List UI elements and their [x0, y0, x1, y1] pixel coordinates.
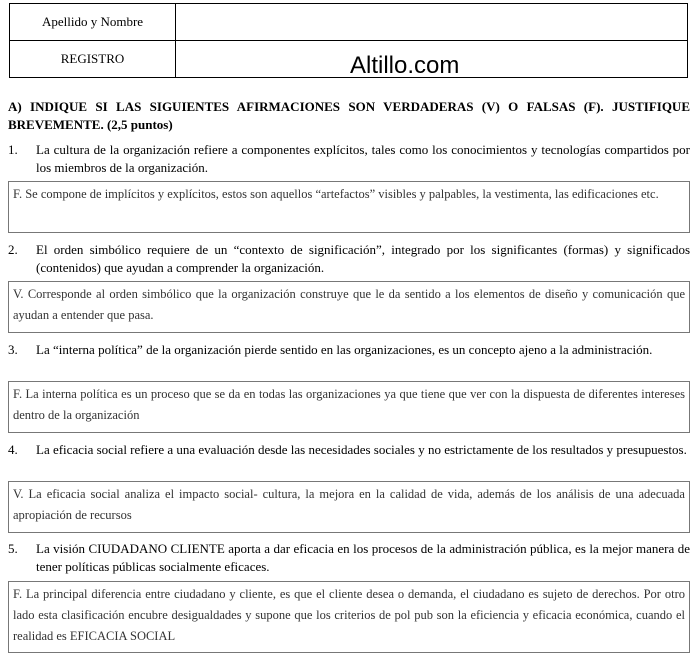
answer-box-5: F. La principal diferencia entre ciudadano y cliente, es que el cliente desea o demanda, el ciudadano es sujeto de derechos. Por otro lado esta clasificación encubre desigualdades y supone que los criterios de pol pub son la eficiencia y eficacia económica, cuando el realidad es EFICACIA SOCIAL [8, 581, 690, 653]
answer-box-4: V. La eficacia social analiza el impacto social- cultura, la mejora en la calidad de vida, además de los análisis de una adecuada apropiación de recursos [8, 481, 690, 533]
question-text: La cultura de la organización refiere a componentes explícitos, tales como los conocimientos y tecnologías compartidos por los miembros de la organización. [36, 142, 690, 175]
question-text: La visión CIUDADANO CLIENTE aporta a dar eficacia en los procesos de la administración pública, es la mejor manera de tener políticas públicas socialmente eficaces. [36, 541, 690, 574]
registro-row [10, 41, 688, 78]
question-text: El orden simbólico requiere de un “contexto de significación”, integrado por los significantes (formas) y significados (contenidos) que ayudan a comprender la organización. [36, 242, 690, 275]
question-2 [8, 241, 690, 277]
answer-box-3: F. La interna política es un proceso que se da en todas las organizaciones ya que tiene que ver con la dispuesta de diferentes intereses dentro de la organización [8, 381, 690, 433]
question-text: La “interna política” de la organización pierde sentido en las organizaciones, es un concepto ajeno a la administración. [36, 342, 653, 357]
question-text: La eficacia social refiere a una evaluación desde las necesidades sociales y no estrictamente de los resultados y presupuestos. [36, 442, 687, 457]
question-4 [8, 441, 690, 459]
answer-box-1: F. Se compone de implícitos y explícitos, estos son aquellos “artefactos” visibles y palpables, la vestimenta, las edificaciones etc. [8, 181, 690, 233]
answer-box-2: V. Corresponde al orden simbólico que la organización construye que le da sentido a los elementos de diseño y comunicación que ayudan a entender que pasa. [8, 281, 690, 333]
name-row [10, 4, 688, 41]
name-label: Apellido y Nombre [10, 4, 176, 41]
watermark: Altillo.com [350, 52, 460, 79]
question-number: 2. [8, 242, 18, 257]
question-number: 1. [8, 142, 18, 157]
section-title: A) INDIQUE SI LAS SIGUIENTES AFIRMACIONES SON VERDADERAS (V) O FALSAS (F). JUSTIFIQUE BREVEMENTE. (2,5 puntos) [8, 99, 690, 132]
registro-label: REGISTRO [10, 41, 176, 78]
question-number: 4. [8, 442, 18, 457]
question-3 [8, 341, 690, 359]
question-1 [8, 141, 690, 177]
question-number: 5. [8, 541, 18, 556]
header-table [9, 3, 688, 78]
question-5 [8, 540, 690, 576]
question-number: 3. [8, 342, 18, 357]
name-value[interactable] [176, 4, 688, 41]
